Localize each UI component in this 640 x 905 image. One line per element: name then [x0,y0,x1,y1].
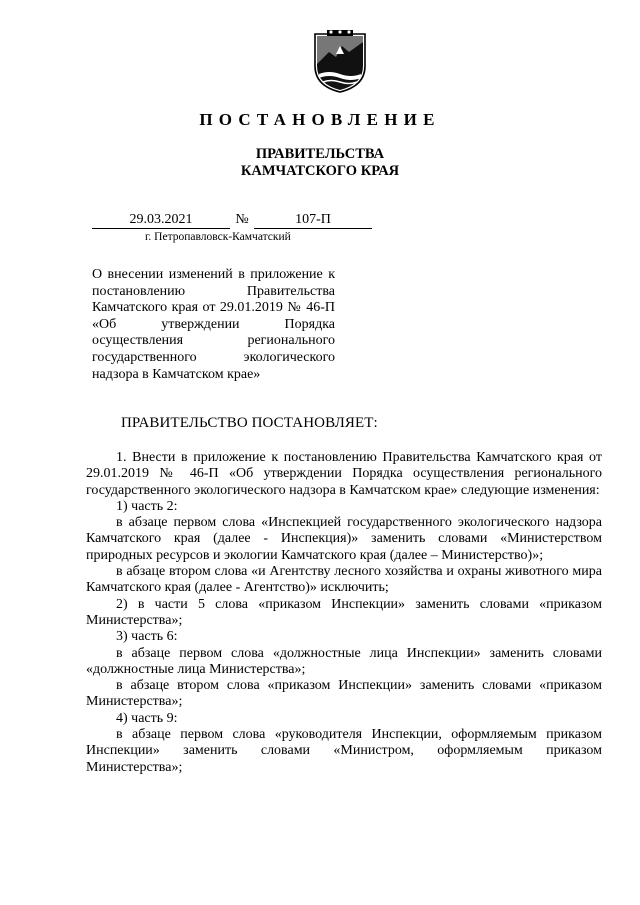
document-subject: О внесении изменений в приложение к постановлению Правительства Камчатского края от 29.01.2019 № 46-П «Об утверждении Порядка осуществления регионального государственного экологического надзора в Камчатском крае» [92,267,335,382]
body-paragraph: в абзаце первом слова «руководителя Инспекции, оформляемым приказом Инспекции» заменить словами «Министром, оформляемым приказом Министерства»; [86,727,602,775]
decree-heading: ПРАВИТЕЛЬСТВО ПОСТАНОВЛЯЕТ: [121,415,378,431]
body-paragraph: 1) часть 2: [116,498,178,514]
city-name: г. Петропавловск-Камчатский [145,231,291,243]
issuing-authority [0,146,640,180]
kamchatka-coat-of-arms-icon [309,28,371,94]
body-paragraph: в абзаце втором слова «и Агентству лесного хозяйства и охраны животного мира Камчатского края (далее - Агентство)» исключить; [86,564,602,596]
document-number: 107-П [254,212,372,229]
authority-line-2: КАМЧАТСКОГО КРАЯ [240,163,400,179]
body-paragraph: 2) в части 5 слова «приказом Инспекции» заменить словами «приказом Министерства»; [86,596,602,628]
authority-line-1: ПРАВИТЕЛЬСТВА [255,146,385,162]
body-paragraph: 1. Внести в приложение к постановлению Правительства Камчатского края от 29.01.2019 № 46-П «Об утверждении Порядка осуществления регионального государственного экологического надзора в Камчатском крае» следующие изменения: [86,450,602,498]
body-paragraph: в абзаце втором слова «приказом Инспекции» заменить словами «приказом Министерства»; [86,678,602,710]
body-paragraph: в абзаце первом слова «должностные лица Инспекции» заменить словами «должностные лица Министерства»; [86,645,602,677]
document-date: 29.03.2021 [92,212,230,229]
body-paragraph: 4) часть 9: [116,710,178,726]
document-title: ПОСТАНОВЛЕНИЕ [199,110,441,129]
body-paragraph: 3) часть 6: [116,629,178,645]
document-body [86,450,602,776]
number-sign: № [235,212,249,227]
body-paragraph: в абзаце первом слова «Инспекцией государственного экологического надзора Камчатского края (далее - Инспекция)» заменить словами «Министерством природных ресурсов и экологии Камчатского края (далее – Министерство)»; [86,515,602,563]
